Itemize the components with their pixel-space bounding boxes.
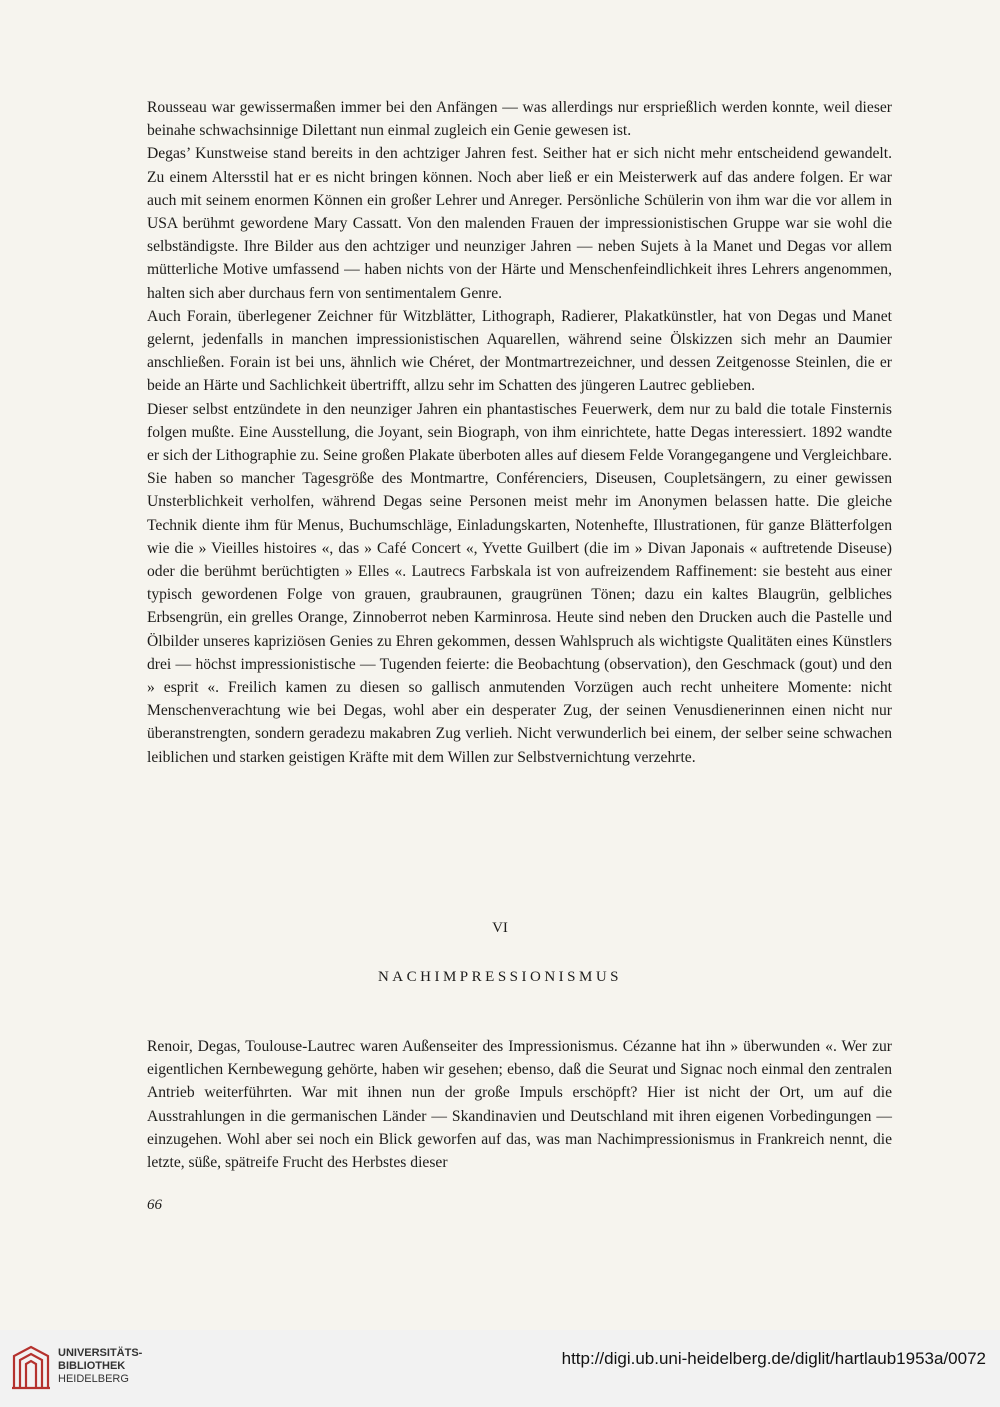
page-number: 66	[147, 1197, 162, 1213]
body-text-part1	[147, 96, 892, 769]
paragraph: Rousseau war gewissermaßen immer bei den Anfängen — was allerdings nur ersprießlich werden konnte, weil dieser beinahe schwachsinnige Dilettant nun einmal zugleich ein Genie gewesen ist.	[147, 99, 892, 140]
library-line: UNIVERSITÄTS-	[58, 1347, 143, 1359]
paragraph: Dieser selbst entzündete in den neunziger Jahren ein phantastisches Feuerwerk, dem nur zu bald die totale Finsternis folgen mußte. Eine Ausstellung, die Joyant, sein Biograph, von ihm einrichtete, hatte Degas interessiert. 1892 wandte er sich der Lithographie zu. Seine großen Plakate überboten alles auf diesem Felde Vorangegangene und Vergleichbare. Sie haben so mancher Tagesgröße des Montmartre, Conférenciers, Diseusen, Coupletsängern, zu einer gewissen Unsterblichkeit verholfen, während Degas seine Personen meist mehr im Anonymen belassen hatte. Die gleiche Technik diente ihm für Menus, Buchumschläge, Einladungskarten, Notenhefte, Illustrationen, für ganze Blätterfolgen wie die » Vieilles histoires «, das » Café Concert «, Yvette Guilbert (die im » Divan Japonais « auftretende Diseuse) oder die berühmt berüchtigten » Elles «. Lautrecs Farbskala ist von aufreizendem Raffinement: sie besteht aus einer typisch gewordenen Folge von grauen, graubraunen, graugrünen Tönen; dazu ein kaltes Blaugrün, gelbliches Erbsengrün, ein grelles Orange, Zinnoberrot neben Karminrosa. Heute sind neben den Drucken auch die Pastelle und Ölbilder unseres kapriziösen Genies zu Ehren gekommen, dessen Wahlspruch als wichtigste Qualitäten eines Künstlers drei — höchst impressionistische — Tugenden feierte: die Beobachtung (observation), den Geschmack (gout) und den » esprit «. Freilich kamen zu diesen so gallisch anmutenden Vorzügen auch recht unheitere Momente: nicht Menschenverachtung wie bei Degas, wohl aber ein desperater Zug, der seinen Venusdienerinnen einen nicht nur überanstrengten, sondern geradezu makabren Zug verlieh. Nicht verwunderlich bei einem, der selber seine schwachen leiblichen und starken geistigen Kräfte mit dem Willen zur Selbstvernichtung verzehrte.	[147, 400, 892, 766]
paragraph: Degas’ Kunstweise stand bereits in den achtziger Jahren fest. Seither hat er sich nicht mehr entscheidend gewandelt. Zu einem Altersstil hat er es nicht bringen können. Noch aber ließ er ein Meisterwerk auf das andere folgen. Er war auch mit seinem enormen Können ein großer Lehrer und Anreger. Persönliche Schülerin von ihm war die vor allem in USA berühmt gewordene Mary Cassatt. Von den malenden Frauen der impressionistischen Gruppe war sie wohl die selbständigste. Ihre Bilder aus den achtziger und neunziger Jahren — neben Sujets à la Manet und Degas vor allem mütterliche Motive umfassend — haben nichts von der Härte und Menschenfeindlichkeit ihres Lehrers angenommen, halten sich aber durchaus fern von sentimentalem Genre.	[147, 145, 892, 302]
chapter-title: NACHIMPRESSIONISMUS	[377, 969, 623, 985]
library-name	[58, 1347, 142, 1386]
library-logo-icon	[10, 1344, 52, 1392]
footer-bar	[0, 1330, 1000, 1407]
permalink-url[interactable]: http://digi.ub.uni-heidelberg.de/diglit/hartlaub1953a/0072	[561, 1349, 986, 1368]
library-line: BIBLIOTHEK	[58, 1360, 126, 1372]
library-line: HEIDELBERG	[58, 1373, 129, 1385]
chapter-number: VI	[492, 920, 508, 936]
paragraph: Renoir, Degas, Toulouse-Lautrec waren Außenseiter des Impressionismus. Cézanne hat ihn » überwunden «. Wer zur eigentlichen Kernbewegung gehörte, haben wir gesehen; ebenso, daß die Seurat und Signac noch einmal den zentralen Antrieb weiterführten. War mit ihnen nun der große Impuls erschöpft? Hier ist nicht der Ort, um auf die Ausstrahlungen in die germanischen Länder — Skandinavien und Deutschland mit ihren eigenen Vorbedingungen — einzugehen. Wohl aber sei noch ein Blick geworfen auf das, was man Nachimpressionismus in Frankreich nennt, die letzte, süße, spätreife Frucht des Herbstes dieser	[147, 1038, 892, 1172]
paragraph: Auch Forain, überlegener Zeichner für Witzblätter, Lithograph, Radierer, Plakatkünstler, hat von Degas und Manet gelernt, jedenfalls in manchen impressionistischen Aquarellen, während seine Ölskizzen sich mehr an Daumier anschließen. Forain ist bei uns, ähnlich wie Chéret, der Montmartrezeichner, und dessen Zeitgenosse Steinlen, die er beide an Härte und Sachlichkeit übertrifft, allzu sehr im Schatten des jüngeren Lautrec geblieben.	[147, 307, 892, 395]
body-text-part2	[147, 1035, 892, 1174]
